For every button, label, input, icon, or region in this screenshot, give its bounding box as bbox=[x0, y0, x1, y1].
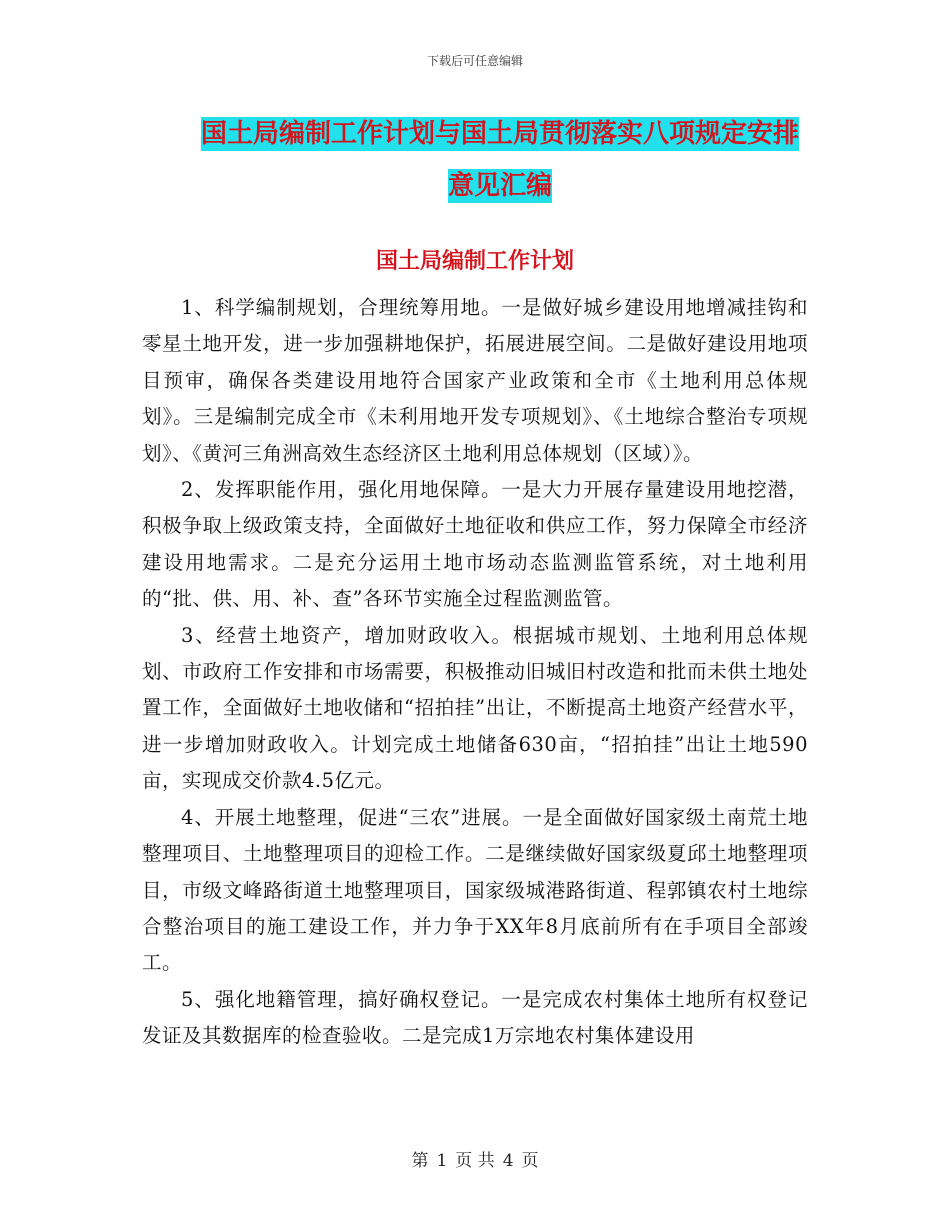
section-title: 国土局编制工作计划 bbox=[375, 248, 574, 274]
paragraph-2: 2、发挥职能作用，强化用地保障。一是大力开展存量建设用地挖潜，积极争取上级政策支持，全面做好土地征收和供应工作，努力保障全市经济建设用地需求。二是充分运用土地市场动态监测监管系统，对土地利用的“批、供、用、补、查”各环节实施全过程监测监管。 bbox=[142, 478, 808, 611]
page-suffix: 页 bbox=[521, 1151, 539, 1171]
document-title-line-1: 国土局编制工作计划与国土局贯彻落实八项规定安排 bbox=[200, 119, 799, 149]
document-title-line-2: 意见汇编 bbox=[447, 171, 552, 201]
document-title bbox=[140, 108, 860, 212]
page-prefix: 第 bbox=[411, 1151, 429, 1171]
document-body bbox=[142, 290, 808, 1055]
page-current-number: 1 bbox=[436, 1151, 448, 1171]
paragraph-4: 4、开展土地整理，促进“三农”进展。一是全面做好国家级土南荒土地整理项目、土地整理项目的迎检工作。二是继续做好国家级夏邱土地整理项目，市级文峰路街道土地整理项目，国家级城港路街道、程郭镇农村土地综合整治项目的施工建设工作，并力争于XX年8月底前所有在手项目全部竣工。 bbox=[142, 805, 808, 975]
paragraph-3: 3、经营土地资产，增加财政收入。根据城市规划、土地利用总体规划、市政府工作安排和市场需要，积极推动旧城旧村改造和批而未供土地处置工作，全面做好土地收储和“招拍挂”出让，不断提高土地资产经营水平，进一步增加财政收入。计划完成土地储备630亩，“招拍挂”出让土地590亩，实现成交价款4.5亿元。 bbox=[142, 623, 808, 793]
paragraph-1: 1、科学编制规划，合理统筹用地。一是做好城乡建设用地增减挂钩和零星土地开发，进一步加强耕地保护，拓展进展空间。二是做好建设用地项目预审，确保各类建设用地符合国家产业政策和全市《土地利用总体规划》。三是编制完成全市《未利用地开发专项规划》、《土地综合整治专项规划》、《黄河三角洲高效生态经济区土地利用总体规划（区域）》。 bbox=[142, 296, 808, 465]
page-mid-text: 页 共 bbox=[455, 1151, 495, 1171]
page-total-number: 4 bbox=[502, 1151, 514, 1171]
paragraph-5: 5、强化地籍管理，搞好确权登记。一是完成农村集体土地所有权登记发证及其数据库的检查验收。二是完成1万宗地农村集体建设用 bbox=[142, 987, 808, 1048]
page-footer bbox=[0, 1146, 950, 1171]
page-header-note: 下载后可任意编辑 bbox=[426, 54, 523, 68]
